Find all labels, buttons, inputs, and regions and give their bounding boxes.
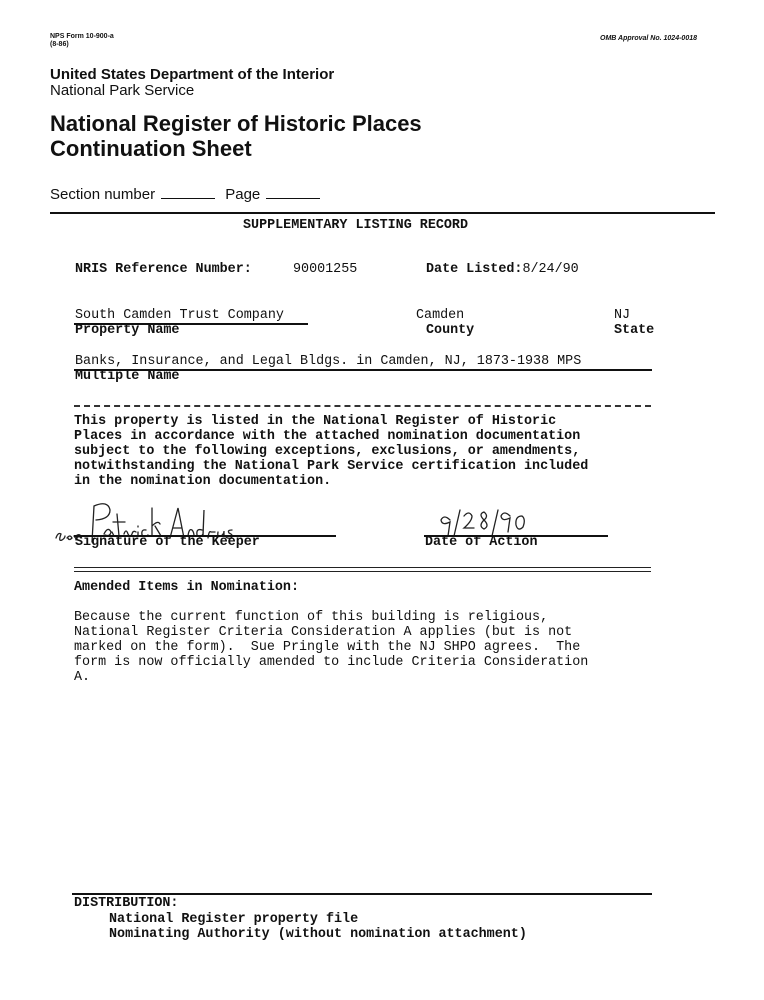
section-page-line xyxy=(50,186,326,203)
amended-line: marked on the form). Sue Pringle with the NJ SHPO agrees. The xyxy=(74,640,581,655)
statement-line: This property is listed in the National Register of Historic xyxy=(74,414,557,429)
state-value: NJ xyxy=(614,308,631,323)
dashed-divider xyxy=(74,405,651,407)
statement-line: subject to the following exceptions, exclusions, or amendments, xyxy=(74,444,581,459)
multiple-name-value: Banks, Insurance, and Legal Bldgs. in Camden, NJ, 1873-1938 MPS xyxy=(75,354,582,369)
amended-heading: Amended Items in Nomination: xyxy=(74,580,299,595)
amended-text xyxy=(74,610,664,685)
statement-line: Places in accordance with the attached nomination documentation xyxy=(74,429,581,444)
page-field[interactable] xyxy=(266,198,320,199)
amended-line: form is now officially amended to include Criteria Consideration xyxy=(74,655,589,670)
section-number-label: Section number xyxy=(50,186,156,203)
statement-line: in the nomination documentation. xyxy=(74,474,332,489)
county-label: County xyxy=(426,323,475,338)
amended-line: Because the current function of this building is religious, xyxy=(74,610,549,625)
form-number: NPS Form 10-900-a xyxy=(50,33,114,40)
multiple-name-label: Multiple Name xyxy=(75,369,180,384)
double-divider xyxy=(74,567,651,572)
distribution-divider xyxy=(72,893,652,895)
page-title: National Register of Historic Places xyxy=(50,111,422,136)
date-listed-label: Date Listed: xyxy=(426,262,523,277)
date-listed-value: 8/24/90 xyxy=(522,262,579,277)
page-subtitle: Continuation Sheet xyxy=(50,136,252,161)
distribution-item: Nominating Authority (without nomination attachment) xyxy=(109,927,527,942)
section-number-field[interactable] xyxy=(161,198,215,199)
form-revision: (8-86) xyxy=(50,41,69,48)
omb-approval: OMB Approval No. 1024-0018 xyxy=(600,35,697,42)
county-value: Camden xyxy=(416,308,465,323)
signature-label: Signature of the Keeper xyxy=(75,535,260,550)
date-of-action-label: Date of Action xyxy=(425,535,538,550)
listing-statement xyxy=(74,414,664,489)
nris-label: NRIS Reference Number: xyxy=(75,262,252,277)
distribution-heading: DISTRIBUTION: xyxy=(74,896,179,911)
statement-line: notwithstanding the National Park Service certification included xyxy=(74,459,589,474)
record-heading: SUPPLEMENTARY LISTING RECORD xyxy=(243,218,468,233)
property-name-value: South Camden Trust Company xyxy=(75,308,284,323)
property-name-label: Property Name xyxy=(75,323,180,338)
amended-line: National Register Criteria Consideration A applies (but is not xyxy=(74,625,573,640)
service-name: National Park Service xyxy=(50,82,195,99)
date-listed xyxy=(426,262,579,277)
amended-line: A. xyxy=(74,670,91,685)
department-name: United States Department of the Interior xyxy=(50,66,335,83)
header-divider xyxy=(50,212,715,214)
state-label: State xyxy=(614,323,655,338)
nris-value: 90001255 xyxy=(293,262,358,277)
distribution-item: National Register property file xyxy=(109,912,359,927)
page-label: Page xyxy=(225,186,261,203)
